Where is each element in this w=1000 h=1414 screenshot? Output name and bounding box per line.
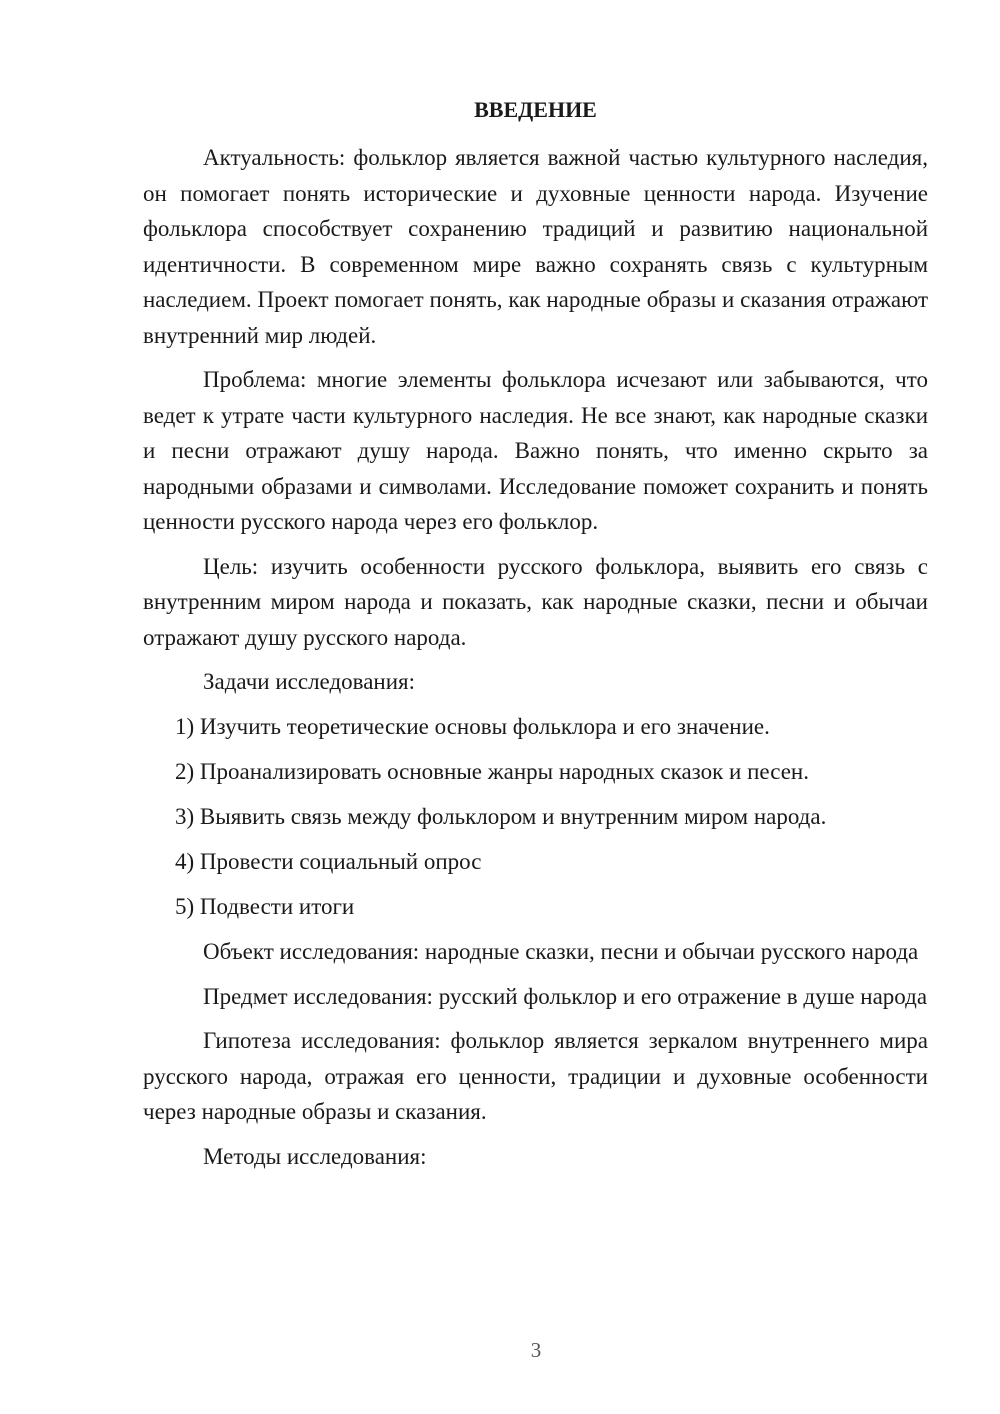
object-paragraph: Объект исследования: народные сказки, песни и обычаи русского народа (203, 939, 919, 964)
subject-paragraph: Предмет исследования: русский фольклор и его отражение в душе народа (203, 983, 928, 1009)
list-item: 5) Подвести итоги (175, 894, 355, 919)
list-item: 2) Проанализировать основные жанры народных сказок и песен. (175, 759, 809, 784)
list-item: 3) Выявить связь между фольклором и внутренним миром народа. (175, 804, 827, 829)
hypothesis-paragraph: Гипотеза исследования: фольклор является зеркалом внутреннего мира русского народа, отражая его ценности, традиции и духовные особенности через народные образы и сказания. (143, 1028, 928, 1124)
methods-heading: Методы исследования: (203, 1143, 427, 1169)
relevance-paragraph: Актуальность: фольклор является важной частью культурного наследия, он помогает понять исторические и духовные ценности народа. Изучение фольклора способствует сохранению традиций и развитию национальной идентичности. В современном мире важно сохранять связь с культурным наследием. Проект помогает понять, как народные образы и сказания отражают внутренний мир людей. (143, 145, 928, 348)
page-number: 3 (530, 1338, 542, 1362)
tasks-heading: Задачи исследования: (203, 669, 416, 694)
section-title: ВВЕДЕНИЕ (474, 97, 597, 122)
list-item: 1) Изучить теоретические основы фольклора и его значение. (175, 714, 770, 739)
list-item: 4) Провести социальный опрос (175, 849, 482, 874)
tasks-list (143, 709, 928, 925)
problem-paragraph: Проблема: многие элементы фольклора исчезают или забываются, что ведет к утрате части культурного наследия. Не все знают, как народные сказки и песни отражают душу народа. Важно понять, что именно скрыто за народными образами и символами. Исследование поможет сохранить и понять ценности русского народа через его фольклор. (143, 367, 928, 534)
goal-paragraph: Цель: изучить особенности русского фольклора, выявить его связь с внутренним миром народа и показать, как народные сказки, песни и обычаи отражают душу русского народа. (143, 553, 928, 650)
